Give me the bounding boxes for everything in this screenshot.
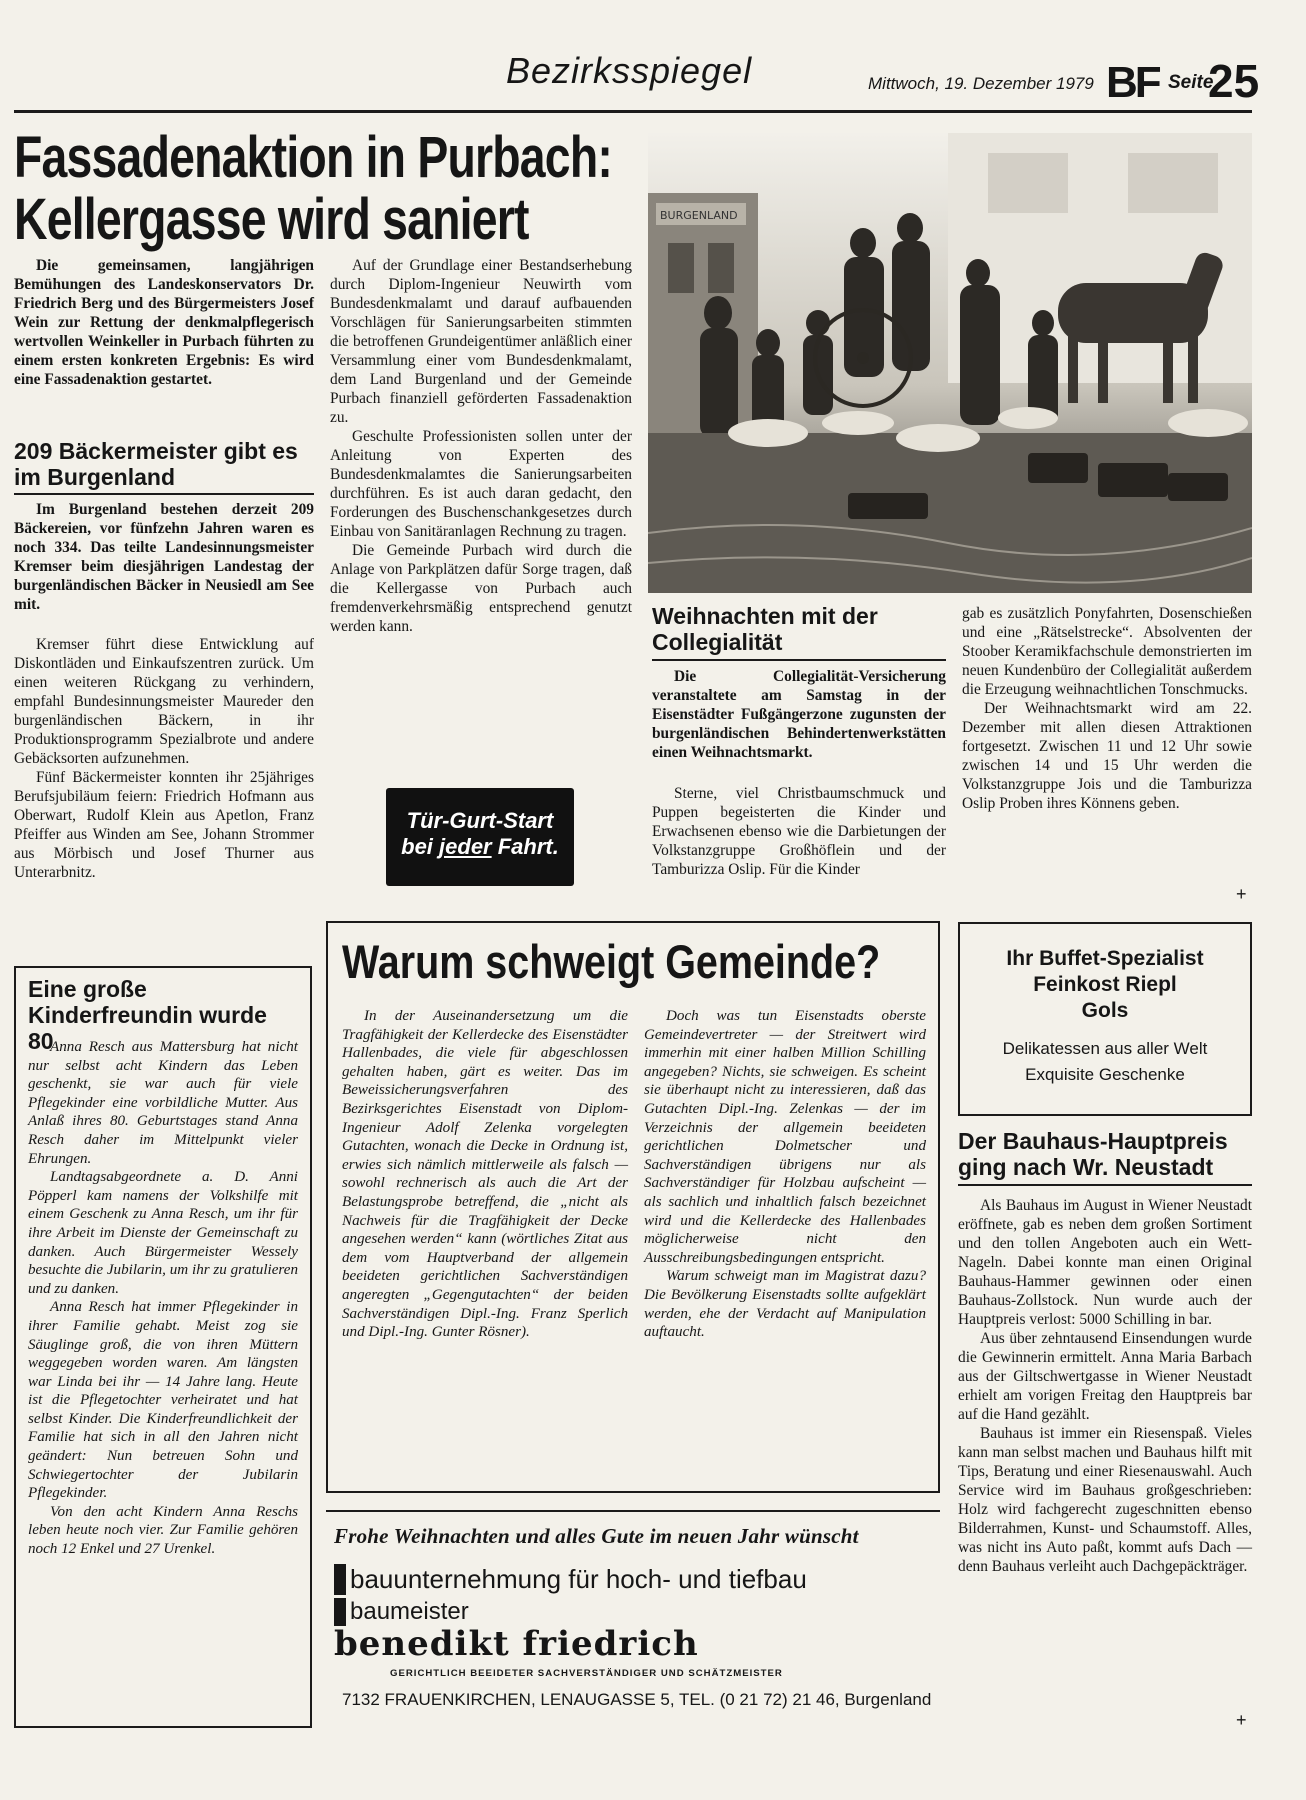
tuergurt-line2-pre: bei	[401, 834, 440, 859]
bau-ad-greeting: Frohe Weihnachten und alles Gute im neuen Jahr wünscht	[334, 1524, 859, 1548]
bau-ad-line1: bauunternehmung für hoch- und tiefbau	[334, 1564, 807, 1595]
baecker-body	[14, 635, 314, 882]
market-photo-image	[648, 133, 1252, 593]
main-lead-text: Die gemeinsamen, langjährigen Bemühungen des Landeskonservators Dr. Friedrich Berg und des Bürgermeisters Josef Wein zur Rettung der denkmalpflegerisch wertvollen Weinkeller in Purbach führten zu einem ersten konkreten Ergebnis: Es wird eine Fassadenaktion gestartet.	[14, 257, 314, 388]
gemeinde-paragraph: Doch was tun Eisenstadts oberste Gemeindevertreter — der Streitwert wird immerhin mit einer halben Million Schilling angegeben? Nichts, sie schweigen. Es scheint sie überhaupt nicht zu interessieren, daß das Gutachten Dipl.-Ing. Zelenkas — der im Verzeichnis der allgemein beeideten gerichtlichen Dolmetscher und Sachverständigen übrigens nur als Sachverständiger für Holzbau aufscheint — als sachlich und inhaltlich falsch bezeichnet wird und die Kellerdecke des Hallenbades möglicherweise nicht den Ausschreibungsbedingungen entspricht.	[644, 1008, 926, 1266]
bau-ad-credentials: GERICHTLICH BEEIDETER SACHVERSTÄNDIGER UND SCHÄTZMEISTER	[390, 1668, 783, 1679]
weihnachten-body-1	[652, 784, 946, 879]
kinderfreundin-paragraph: Anna Resch aus Mattersburg hat nicht nur selbst acht Kindern das Leben geschenkt, sie war auch für viele Pflegekinder eine vorbildliche Mutter. Aus Anlaß ihres 80. Geburtstages stand Anna Resch daher im Mittelpunkt vieler Ehrungen.	[28, 1039, 298, 1167]
weihnachten-paragraph: Der Weihnachtsmarkt wird am 22. Dezember mit allen diesen Attraktionen fortgesetzt. Zwischen 11 und 12 Uhr sowie zwischen 14 und 15 Uhr werden die Volkstanzgruppe Jois und die Tamburizza Oslip Proben ihres Könnens geben.	[962, 700, 1252, 812]
weihnachten-headline: Weihnachten mit der Collegialität	[652, 603, 878, 655]
tuergurt-line1: Tür-Gurt-Start	[406, 808, 554, 833]
kinderfreundin-paragraph: Von den acht Kindern Anna Reschs leben heute noch vier. Zur Familie gehören noch 12 Enkel und 27 Urenkel.	[28, 1503, 298, 1558]
photo-sign-text: BURGENLAND	[660, 209, 738, 222]
main-article-body	[330, 256, 632, 636]
gemeinde-col2	[644, 1007, 926, 1342]
main-article-lead	[14, 256, 314, 389]
weihnachten-end-mark: +	[1236, 884, 1247, 904]
buffet-line3: Gols	[1081, 999, 1129, 1022]
tuergurt-line2-em: jeder	[439, 834, 492, 859]
bauhaus-end-mark: +	[1236, 1710, 1247, 1730]
main-paragraph: Die Gemeinde Purbach wird durch die Anlage von Parkplätzen dafür Sorge tragen, daß die Kellergasse von Purbach auch fremdenverkehrsmäßig entsprechend genutzt werden kann.	[330, 542, 632, 635]
main-paragraph: Geschulte Professionisten sollen unter der Anleitung von Experten des Bundesdenkmalamtes die Sanierungsarbeiten durchführen. Es ist auch daran gedacht, den Forderungen des Buschenschankgesetzes durch Einbau von Sanitäranlagen Rechnung zu tragen.	[330, 428, 632, 540]
weihnachten-paragraph: Sterne, viel Christbaumschmuck und Puppen begeisterten die Kinder und Erwachsenen ebenso wie die Darbietungen der Volkstanzgruppe Großhöflein und der Tamburizza Oslip. Für die Kinder	[652, 785, 946, 878]
baecker-lead-text: Im Burgenland bestehen derzeit 209 Bäckereien, vor fünfzehn Jahren waren es noch 334. Das teilte Landesinnungsmeister Kremser beim diesjährigen Landestag der burgenländischen Bäcker in Neusiedl am See mit.	[14, 501, 314, 613]
gemeinde-col1	[342, 1007, 628, 1342]
baecker-rule	[14, 493, 314, 495]
weihnachten-lead	[652, 667, 946, 762]
section-title: Bezirksspiegel	[506, 50, 753, 91]
buffet-line5: Exquisite Geschenke	[1025, 1065, 1185, 1084]
gemeinde-paragraph: In der Auseinandersetzung um die Tragfähigkeit der Kellerdecke des Eisenstädter Hallenbades, die viele für abgeschlossen gehalten haben, gärt es weiter. Das im Beweissicherungsverfahren des Bezirksgerichtes Eisenstadt von Diplom-Ingenieur Adolf Zelenka vorgelegten Gutachten, wonach die Decke in Ordnung ist, erwies sich nämlich mittlerweile als falsch — sowohl rechnerisch als auch die Art der Belastungsprobe betreffend, die „nicht als Nachweis für die Tragfähigkeit der Decke angesehen werden“ kann (wörtliches Zitat aus dem vom Hauptverband der allgemein beeideten gerichtlichen Sachverständigen angeregten „Gegengutachten“ der beiden Sachverständigen Dipl.-Ing. Franz Sperlich und Dipl.-Ing. Gunter Rösner).	[342, 1008, 628, 1341]
page-header	[0, 0, 1306, 118]
main-headline-line1: Fassadenaktion in Purbach:	[14, 125, 613, 190]
weihnachten-body-2	[962, 604, 1252, 813]
page-label: Seite	[1168, 72, 1214, 93]
buffet-ad	[958, 922, 1252, 1116]
tuergurt-line2-post: Fahrt.	[491, 834, 559, 859]
buffet-line4: Delikatessen aus aller Welt	[1002, 1039, 1208, 1058]
kinderfreundin-box	[14, 966, 312, 1728]
bauhaus-headline: Der Bauhaus-Hauptpreis ging nach Wr. Neustadt	[958, 1128, 1228, 1180]
bau-ad-name: benedikt friedrich	[334, 1624, 699, 1664]
buffet-line2: Feinkost Riepl	[1033, 973, 1177, 996]
tuergurt-ad	[386, 788, 574, 886]
page-number: 25	[1208, 55, 1260, 107]
baecker-headline: 209 Bäckermeister gibt es im Burgenland	[14, 438, 298, 490]
bauhaus-rule	[958, 1184, 1252, 1186]
bauhaus-paragraph: Bauhaus ist immer ein Riesenspaß. Vieles kann man selbst machen und Bauhaus hilft mit Tips, Beratung und einer Riesenauswahl. Auch Service wird im Bauhaus großgeschrieben: Holz wird fachgerecht zugeschnitten ebenso Bilderrahmen, Kunst- und Schaumstoff. Alles, was nicht ins Auto paßt, kommt aufs Dach — denn Bauhaus verleiht auch Dachgepäckträger.	[958, 1425, 1252, 1575]
bau-ad-line2: baumeister	[334, 1598, 469, 1626]
kinderfreundin-body	[28, 1038, 298, 1559]
kinderfreundin-headline: Eine große Kinderfreundin wurde 80	[28, 976, 267, 1054]
market-photo	[648, 133, 1252, 593]
weihnachten-rule	[652, 659, 946, 661]
issue-date: Mittwoch, 19. Dezember 1979	[868, 74, 1094, 93]
gemeinde-paragraph: Warum schweigt man im Magistrat dazu? Die Bevölkerung Eisenstadts sollte aufgeklärt werden, ehe der Verdacht auf Manipulation auftaucht.	[644, 1268, 926, 1341]
bauhaus-body	[958, 1196, 1252, 1576]
bau-ad-address: 7132 FRAUENKIRCHEN, LENAUGASSE 5, TEL. (0 21 72) 21 46, Burgenland	[342, 1690, 932, 1709]
buffet-line1: Ihr Buffet-Spezialist	[1006, 947, 1204, 970]
bauhaus-paragraph: Aus über zehntausend Einsendungen wurde die Gewinnerin ermittelt. Anna Maria Barbach aus der Giltschwertgasse in Wiener Neustadt erhielt am vorigen Freitag den Hauptpreis bar auf die Hand gezählt.	[958, 1330, 1252, 1423]
kinderfreundin-paragraph: Anna Resch hat immer Pflegekinder in ihrer Familie gehabt. Meist zog sie Säuglinge groß, die von ihren Müttern weggegeben worden waren. Am längsten war Linda bei ihr — 14 Jahre lang. Heute ist die Pflegetochter verheiratet und hat selbst Kinder. Die Kinderfreundlichkeit der Familie hat sich in all den Jahren nicht geändert: Nun betreuen Sohn und Schwiegertochter der Jubilarin Pflegekinder.	[28, 1299, 298, 1502]
gemeinde-box	[326, 921, 940, 1493]
bau-ad	[326, 1518, 940, 1732]
header-rule	[14, 110, 1252, 113]
brand-logo: BF	[1106, 58, 1159, 107]
bauhaus-paragraph: Als Bauhaus im August in Wiener Neustadt eröffnete, gab es neben dem großen Sortiment und den tollen Angeboten auch ein Wett-Nageln. Dabei konnte man einen Original Bauhaus-Hammer gewinnen oder einen Bauhaus-Zollstock. Nun wurde auch der Hauptpreis verlost: 5000 Schilling in bar.	[958, 1197, 1252, 1328]
main-paragraph: Auf der Grundlage einer Bestandserhebung durch Diplom-Ingenieur Neuwirth vom Bundesdenkmalamt und darauf aufbauenden Vorschlägen für Sanierungsarbeiten stimmten die betroffenen Grundeigentümer anläßlich einer Versammlung einer vom Bundesdenkmalamt, dem Land Burgenland und der Gemeinde Purbach finanziell geförderten Fassadenaktion zu.	[330, 257, 632, 426]
weihnachten-lead-text: Die Collegialität-Versicherung veranstaltete am Samstag in der Eisenstädter Fußgängerzone zugunsten der burgenländischen Behindertenwerkstätten einen Weihnachtsmarkt.	[652, 668, 946, 761]
gemeinde-headline: Warum schweigt Gemeinde?	[342, 935, 881, 988]
main-headline-line2: Kellergasse wird saniert	[14, 187, 529, 252]
baecker-paragraph: Kremser führt diese Entwicklung auf Diskontläden und Einkaufszentren zurück. Um einen weiteren Rückgang zu verhindern, empfahl Bundesinnungsmeister Maureder den burgenländischen Bäckern, in ihr Produktionsprogramm Spezialbrote und andere Gebäcksorten aufzunehmen.	[14, 636, 314, 767]
tuergurt-line2	[386, 834, 574, 860]
baecker-paragraph: Fünf Bäckermeister konnten ihr 25jähriges Berufsjubiläum feiern: Friedrich Hofmann aus Oberwart, Rudolf Klein aus Apetlon, Franz Pfeiffer aus Winden am See, Johann Strommer aus Mörbisch und Josef Thurner aus Unterarbnitz.	[14, 769, 314, 881]
baecker-lead	[14, 500, 314, 614]
kinderfreundin-paragraph: Landtagsabgeordnete a. D. Anni Pöpperl kam namens der Volkshilfe mit einem Geschenk zu Anna Resch, um ihr für ihre Arbeit im Dienste der Gemeinschaft zu danken. Auch Bürgermeister Wessely besuchte die Jubilarin, um ihr zu gratulieren und zu danken.	[28, 1169, 298, 1297]
bau-ad-top-rule	[326, 1510, 940, 1512]
weihnachten-paragraph: gab es zusätzlich Ponyfahrten, Dosenschießen und eine „Rätselstrecke“. Absolventen der Stoober Keramikfachschule demonstrierten im neuen Kundenbüro der Collegialität außerdem die Erzeugung weihnachtlichen Tonschmucks.	[962, 605, 1252, 698]
